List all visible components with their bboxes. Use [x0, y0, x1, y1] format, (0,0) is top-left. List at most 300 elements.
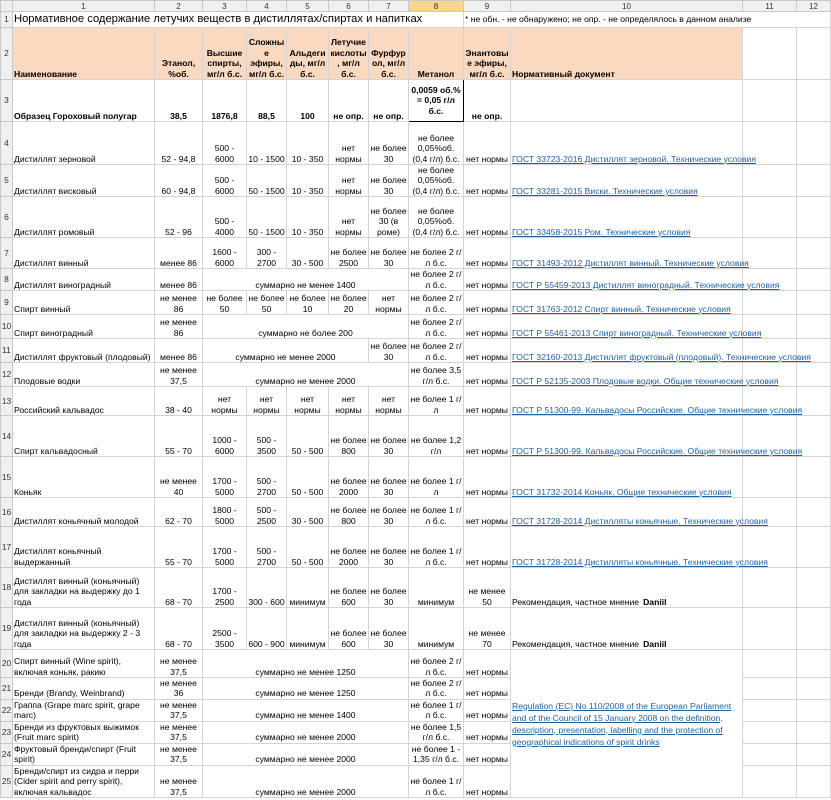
- column-header-selected[interactable]: 8: [409, 1, 464, 12]
- cell[interactable]: [797, 527, 831, 568]
- cell-furfural[interactable]: не более 30 (в роме): [369, 197, 409, 238]
- cell-name[interactable]: Дистиллят фруктовый (плодовый): [13, 339, 155, 363]
- cell-enanthic-esters[interactable]: нет нормы: [464, 122, 511, 165]
- cell-name[interactable]: Дистиллят зерновой: [13, 122, 155, 165]
- cell-higher-alcohols[interactable]: 2500 - 3500: [203, 608, 247, 650]
- cell[interactable]: [797, 608, 831, 650]
- cell-ethanol[interactable]: не менее 37,5: [155, 699, 203, 721]
- cell[interactable]: [797, 238, 831, 269]
- cell-enanthic-esters[interactable]: нет нормы: [464, 678, 511, 700]
- cell-enanthic-esters[interactable]: нет нормы: [464, 721, 511, 743]
- normative-doc-link[interactable]: ГОСТ Р 55461-2013 Спирт виноградный. Технические условия: [512, 327, 762, 338]
- cell-methanol[interactable]: не более 2 г/л б.с.: [409, 238, 464, 269]
- cell-enanthic-esters[interactable]: нет нормы: [464, 291, 511, 315]
- cell-higher-alcohols[interactable]: 1700 - 2500: [203, 568, 247, 608]
- cell-normative-doc[interactable]: [511, 498, 768, 527]
- cell-name[interactable]: Коньяк: [13, 457, 155, 498]
- cell-methanol[interactable]: не более 1 г/л б.с.: [409, 765, 464, 797]
- row-header[interactable]: 16: [1, 498, 13, 527]
- row-header[interactable]: 8: [1, 269, 13, 291]
- row-header[interactable]: 13: [1, 387, 13, 416]
- cell-name[interactable]: Дистиллят винный: [13, 238, 155, 269]
- cell-esters[interactable]: 500 - 2700: [247, 457, 287, 498]
- cell-normative-doc[interactable]: [511, 457, 743, 498]
- cell-ethanol[interactable]: менее 86: [155, 238, 203, 269]
- cell-name[interactable]: Российский кальвадос: [13, 387, 155, 416]
- normative-doc-link[interactable]: ГОСТ Р 55459-2013 Дистиллят виноградный. Технические условия: [512, 279, 780, 290]
- cell-ethanol[interactable]: не менее 86: [155, 315, 203, 339]
- cell-methanol[interactable]: не более 0,05%об. (0,4 г/л) б.с.: [409, 197, 464, 238]
- cell-enanthic-esters[interactable]: нет нормы: [464, 339, 511, 363]
- row-header[interactable]: 21: [1, 678, 13, 700]
- cell-methanol[interactable]: не более 1 г/л б.с.: [409, 498, 464, 527]
- cell-summary[interactable]: суммарно не менее 1400: [203, 269, 409, 291]
- cell-furfural[interactable]: не более 30: [369, 608, 409, 650]
- cell[interactable]: [797, 743, 831, 765]
- cell-name[interactable]: Дистиллят висковый: [13, 165, 155, 197]
- cell-normative-doc[interactable]: [511, 339, 811, 363]
- cell[interactable]: [743, 568, 797, 608]
- header-volatile-acids[interactable]: Летучие кислоты, мг/л б.с.: [329, 28, 369, 80]
- cell-higher-alcohols[interactable]: 1700 - 5000: [203, 527, 247, 568]
- cell-enanthic-esters[interactable]: нет нормы: [464, 498, 511, 527]
- cell-name[interactable]: Спирт винный: [13, 291, 155, 315]
- cell-enanthic-esters[interactable]: нет нормы: [464, 197, 511, 238]
- normative-doc-link[interactable]: ГОСТ 31728-2014 Дистилляты коньячные. Технические условия: [512, 556, 768, 567]
- cell-furfural[interactable]: не более 30: [369, 122, 409, 165]
- cell-ethanol[interactable]: не менее 37,5: [155, 765, 203, 797]
- cell-furfural[interactable]: не более 30: [369, 498, 409, 527]
- cell-name[interactable]: Дистиллят виноградный: [13, 269, 155, 291]
- column-header[interactable]: 6: [329, 1, 369, 12]
- legend-note[interactable]: * не обн. - не обнаружено; не опр. - не определялось в данном анализе: [464, 12, 831, 28]
- cell[interactable]: [797, 678, 831, 700]
- row-header[interactable]: 5: [1, 165, 13, 197]
- cell-higher-alcohols[interactable]: 500 - 6000: [203, 165, 247, 197]
- cell-higher-alcohols[interactable]: 1800 - 5000: [203, 498, 247, 527]
- cell-name[interactable]: Бренди из фруктовых выжимок (Fruit marc spirit): [13, 721, 155, 743]
- table-row: [1, 363, 831, 387]
- normative-doc-link[interactable]: ГОСТ 33281-2015 Виски. Технические условия: [512, 185, 698, 196]
- cell-ethanol[interactable]: 38 - 40: [155, 387, 203, 416]
- cell-furfural[interactable]: не более 30: [369, 165, 409, 197]
- cell-volatile-acids[interactable]: нет нормы: [329, 197, 369, 238]
- cell[interactable]: [797, 699, 831, 721]
- cell-aldehydes[interactable]: минимум: [287, 568, 329, 608]
- cell-enanthic-esters[interactable]: нет нормы: [464, 527, 511, 568]
- cell-summary[interactable]: суммарно не менее 1250: [203, 678, 409, 700]
- cell-volatile-acids[interactable]: не более 2000: [329, 457, 369, 498]
- row-header[interactable]: 23: [1, 721, 13, 743]
- cell[interactable]: [743, 650, 797, 678]
- cell-enanthic-esters[interactable]: не менее 70: [464, 608, 511, 650]
- header-normative-doc[interactable]: Нормативный документ: [511, 28, 743, 80]
- cell-methanol[interactable]: не более 2 г/л б.с.: [409, 291, 464, 315]
- sample-methanol[interactable]: 0,0059 об.% = 0,05 г/л б.с.: [409, 80, 464, 122]
- row-header[interactable]: 17: [1, 527, 13, 568]
- cell-normative-doc[interactable]: [511, 527, 768, 568]
- table-row: [1, 165, 831, 197]
- cell-volatile-acids[interactable]: нет нормы: [329, 122, 369, 165]
- cell-name[interactable]: Плодовые водки: [13, 363, 155, 387]
- cell-methanol[interactable]: не более 1 г/л: [409, 457, 464, 498]
- cell-ethanol[interactable]: не менее 40: [155, 457, 203, 498]
- cell[interactable]: [797, 721, 831, 743]
- cell-enanthic-esters[interactable]: нет нормы: [464, 387, 511, 416]
- cell[interactable]: [743, 721, 797, 743]
- cell-normative-doc[interactable]: [511, 197, 743, 238]
- cell-summary[interactable]: суммарно не менее 2000: [203, 765, 409, 797]
- cell[interactable]: [797, 765, 831, 797]
- cell[interactable]: [743, 678, 797, 700]
- header-esters[interactable]: Сложные эфиры, мг/л б.с.: [247, 28, 287, 80]
- cell-enanthic-esters[interactable]: нет нормы: [464, 165, 511, 197]
- cell-aldehydes[interactable]: 10 - 350: [287, 165, 329, 197]
- table-row: [1, 387, 831, 416]
- normative-doc-link[interactable]: ГОСТ Р 51300-99. Кальвадосы Российские. Общие технические условия: [512, 445, 803, 456]
- cell[interactable]: [797, 457, 831, 498]
- row-header[interactable]: 12: [1, 363, 13, 387]
- cell-name[interactable]: Дистиллят винный (коньячный) для закладки на выдержку до 1 года: [13, 568, 155, 608]
- cell-summary[interactable]: суммарно не менее 1250: [203, 650, 409, 678]
- cell-higher-alcohols[interactable]: 1600 - 6000: [203, 238, 247, 269]
- cell-aldehydes[interactable]: 50 - 500: [287, 527, 329, 568]
- cell-furfural[interactable]: нет нормы: [369, 291, 409, 315]
- header-higher-alcohols[interactable]: Высшие спирты, мг/л б.с.: [203, 28, 247, 80]
- cell-furfural[interactable]: не более 30: [369, 568, 409, 608]
- sample-name[interactable]: Образец Гороховый полугар: [13, 80, 155, 122]
- cell-esters[interactable]: 50 - 1500: [247, 165, 287, 197]
- cell-ethanol[interactable]: менее 86: [155, 269, 203, 291]
- cell-normative-doc[interactable]: [511, 363, 779, 387]
- cell-note[interactable]: [511, 608, 743, 650]
- cell-enanthic-esters[interactable]: нет нормы: [464, 457, 511, 498]
- cell-esters[interactable]: 300 - 2700: [247, 238, 287, 269]
- cell-summary[interactable]: суммарно не менее 2000: [203, 743, 409, 765]
- row-header[interactable]: 9: [1, 291, 13, 315]
- row-header[interactable]: 6: [1, 197, 13, 238]
- note-text: Рекомендация, частное мнение: [512, 638, 640, 649]
- cell-summary[interactable]: суммарно не менее 2000: [203, 339, 369, 363]
- cell-methanol[interactable]: не более 2 г/л б.с.: [409, 650, 464, 678]
- row-header[interactable]: 3: [1, 80, 13, 122]
- header-furfural[interactable]: Фурфурол, мг/л б.с.: [369, 28, 409, 80]
- cell[interactable]: [743, 743, 797, 765]
- cell-summary[interactable]: суммарно не более 200: [203, 315, 409, 339]
- cell-higher-alcohols[interactable]: 500 - 6000: [203, 122, 247, 165]
- cell[interactable]: [797, 291, 831, 315]
- column-header[interactable]: 9: [464, 1, 511, 12]
- cell-ethanol[interactable]: 62 - 70: [155, 498, 203, 527]
- cell-enanthic-esters[interactable]: нет нормы: [464, 269, 511, 291]
- cell-name[interactable]: Дистиллят винный (коньячный) для закладки на выдержку 2 - 3 года: [13, 608, 155, 650]
- cell-aldehydes[interactable]: нет нормы: [287, 387, 329, 416]
- cell[interactable]: [743, 238, 797, 269]
- cell-volatile-acids[interactable]: не более 600: [329, 608, 369, 650]
- cell-furfural[interactable]: не более 30: [369, 527, 409, 568]
- cell-normative-doc[interactable]: [511, 269, 780, 291]
- row-header[interactable]: 4: [1, 122, 13, 165]
- cell[interactable]: [797, 122, 831, 165]
- normative-doc-link[interactable]: ГОСТ 33458-2015 Ром. Технические условия: [512, 226, 691, 237]
- sample-row: [1, 80, 831, 122]
- cell[interactable]: [797, 650, 831, 678]
- cell-name[interactable]: Фруктовый бренди/спирт (Fruit spirit): [13, 743, 155, 765]
- normative-doc-link[interactable]: ГОСТ Р 52135-2003 Плодовые водки. Общие технические условия: [512, 375, 779, 386]
- cell-normative-doc[interactable]: [511, 122, 756, 165]
- cell-normative-doc[interactable]: [511, 238, 749, 269]
- row-header[interactable]: 10: [1, 315, 13, 339]
- cell[interactable]: [743, 197, 797, 238]
- sample-ethanol[interactable]: 38,5: [155, 80, 203, 122]
- sample-furfural[interactable]: не опр.: [369, 80, 409, 122]
- header-ethanol[interactable]: Этанол, %об.: [155, 28, 203, 80]
- cell-aldehydes[interactable]: не более 10: [287, 291, 329, 315]
- cell-enanthic-esters[interactable]: нет нормы: [464, 743, 511, 765]
- header-name[interactable]: Наименование: [13, 28, 155, 80]
- column-header[interactable]: 12: [797, 1, 831, 12]
- cell-methanol[interactable]: минимум: [409, 608, 464, 650]
- row-header[interactable]: 11: [1, 339, 13, 363]
- cell-enanthic-esters[interactable]: нет нормы: [464, 765, 511, 797]
- cell-aldehydes[interactable]: 10 - 350: [287, 197, 329, 238]
- cell-enanthic-esters[interactable]: нет нормы: [464, 699, 511, 721]
- column-header[interactable]: 1: [13, 1, 155, 12]
- cell-normative-doc[interactable]: [511, 291, 743, 315]
- cell-summary[interactable]: суммарно не менее 2000: [203, 363, 409, 387]
- table-row: [1, 498, 831, 527]
- normative-doc-link[interactable]: ГОСТ Р 51300-99. Кальвадосы Российские. Общие технические условия: [512, 404, 803, 415]
- sample-acids[interactable]: не опр.: [329, 80, 369, 122]
- table-row: [1, 269, 831, 291]
- cell-name[interactable]: Спирт кальвадосный: [13, 416, 155, 457]
- cell-normative-doc[interactable]: [511, 387, 803, 416]
- cell-esters[interactable]: 600 - 900: [247, 608, 287, 650]
- cell[interactable]: [797, 363, 831, 387]
- cell-summary[interactable]: суммарно не менее 1400: [203, 699, 409, 721]
- column-header[interactable]: 2: [155, 1, 203, 12]
- column-header[interactable]: 5: [287, 1, 329, 12]
- row-header[interactable]: 24: [1, 743, 13, 765]
- cell-methanol[interactable]: не более 0,05%об. (0,4 г/л) б.с.: [409, 122, 464, 165]
- row-header[interactable]: 19: [1, 608, 13, 650]
- sheet-title[interactable]: Нормативное содержание летучих веществ в дистиллятах/спиртах и напитках: [13, 12, 464, 28]
- cell-higher-alcohols[interactable]: 1700 - 5000: [203, 457, 247, 498]
- cell-methanol[interactable]: не более 2 г/л б.с.: [410, 678, 462, 699]
- cell-esters[interactable]: 50 - 1500: [247, 197, 287, 238]
- cell-volatile-acids[interactable]: не более 2000: [329, 527, 369, 568]
- cell-name[interactable]: Дистиллят коньячный молодой: [13, 498, 155, 527]
- cell-methanol[interactable]: не более 3,5 г/л б.с.: [409, 363, 464, 387]
- cell-volatile-acids[interactable]: нет нормы: [329, 165, 369, 197]
- cell-volatile-acids[interactable]: нет нормы: [329, 387, 369, 416]
- cell-summary[interactable]: суммарно не менее 2000: [203, 721, 409, 743]
- cell-higher-alcohols[interactable]: 500 - 4000: [203, 197, 247, 238]
- row-header[interactable]: 18: [1, 568, 13, 608]
- normative-doc-link[interactable]: ГОСТ 31732-2014 Коньяк. Общие технические условия: [512, 486, 732, 497]
- cell[interactable]: [743, 80, 797, 122]
- cell-ethanol[interactable]: не менее 37,5: [155, 363, 203, 387]
- row-header[interactable]: 25: [1, 765, 13, 797]
- sample-higher[interactable]: 1876,8: [203, 80, 247, 122]
- cell-name[interactable]: Спирт винный (Wine spirit), включая коньяк, ракию: [13, 650, 155, 678]
- header-enanthic-esters[interactable]: Энантовые эфиры, мг/л б.с.: [464, 28, 511, 80]
- cell-esters[interactable]: 500 - 2700: [247, 527, 287, 568]
- cell-aldehydes[interactable]: 30 - 500: [287, 238, 329, 269]
- column-header[interactable]: 7: [369, 1, 409, 12]
- cell-methanol[interactable]: минимум: [409, 568, 464, 608]
- cell[interactable]: [743, 28, 797, 80]
- column-header[interactable]: 3: [203, 1, 247, 12]
- cell-methanol[interactable]: не более 2 г/л б.с.: [409, 315, 464, 339]
- cell-esters[interactable]: 500 - 3500: [247, 416, 287, 457]
- normative-doc-link[interactable]: ГОСТ 31728-2014 Дистилляты коньячные. Технические условия: [512, 515, 768, 526]
- cell-ethanol[interactable]: 52 - 96: [155, 197, 203, 238]
- cell-higher-alcohols[interactable]: 1000 - 6000: [203, 416, 247, 457]
- eu-regulation-link[interactable]: Regulation (EC) No 110/2008 of the European Parliament and of the Council of 15 January 2008 on the definition, description, presentation, labelling and the protection of geographical indications of spirit drinks: [512, 700, 732, 747]
- cell-methanol[interactable]: не более 2 г/л б.с.: [409, 339, 464, 363]
- cell-methanol[interactable]: не более 1 г/л б.с.: [409, 527, 464, 568]
- cell[interactable]: [797, 568, 831, 608]
- cell-aldehydes[interactable]: 50 - 500: [287, 457, 329, 498]
- cell[interactable]: [797, 28, 831, 80]
- cell-volatile-acids[interactable]: не более 600: [329, 568, 369, 608]
- cell-enanthic-esters[interactable]: нет нормы: [464, 315, 511, 339]
- note-author: Daniil: [643, 596, 667, 607]
- cell-name[interactable]: Граппа (Grape marc spirit, grape marc): [13, 699, 155, 721]
- cell-ethanol[interactable]: 68 - 70: [155, 608, 203, 650]
- cell-esters[interactable]: не более 50: [247, 291, 287, 315]
- cell[interactable]: [797, 269, 831, 291]
- cell-furfural[interactable]: нет нормы: [369, 387, 409, 416]
- cell-higher-alcohols[interactable]: нет нормы: [203, 387, 247, 416]
- cell-aldehydes[interactable]: 50 - 500: [287, 416, 329, 457]
- select-all-corner[interactable]: [1, 1, 13, 12]
- cell[interactable]: [797, 197, 831, 238]
- row-header[interactable]: 2: [1, 28, 13, 80]
- cell-ethanol[interactable]: 68 - 70: [155, 568, 203, 608]
- cell-ethanol[interactable]: 52 - 94,8: [155, 122, 203, 165]
- cell[interactable]: [797, 80, 831, 122]
- cell-volatile-acids[interactable]: не более 20: [329, 291, 369, 315]
- cell-esters[interactable]: 500 - 2500: [247, 498, 287, 527]
- column-header[interactable]: 4: [247, 1, 287, 12]
- cell-ethanol[interactable]: 60 - 94,8: [155, 165, 203, 197]
- table-row: [1, 568, 831, 608]
- sample-aldehydes[interactable]: 100: [287, 80, 329, 122]
- normative-doc-link[interactable]: ГОСТ 31763-2012 Спирт винный. Технические условия: [512, 303, 731, 314]
- cell-aldehydes[interactable]: минимум: [287, 608, 329, 650]
- row-header[interactable]: 7: [1, 238, 13, 269]
- cell-methanol[interactable]: не более 1 г/л: [409, 387, 464, 416]
- cell-volatile-acids[interactable]: не более 2500: [329, 238, 369, 269]
- cell[interactable]: [743, 765, 797, 797]
- cell-name[interactable]: Дистиллят коньячный выдержанный: [13, 527, 155, 568]
- cell[interactable]: [743, 699, 797, 721]
- cell-name[interactable]: Бренди/спирт из сидра и перри (Cider spirit and perry spirit), включая кальвадос: [13, 765, 155, 797]
- cell-higher-alcohols[interactable]: не более 50: [203, 291, 247, 315]
- sample-esters[interactable]: 88,5: [247, 80, 287, 122]
- cell-name[interactable]: Бренди (Brandy, Weinbrand): [13, 678, 155, 700]
- cell-ethanol[interactable]: не менее 37,5: [155, 650, 203, 678]
- cell-ethanol[interactable]: не менее 86: [155, 291, 203, 315]
- cell-volatile-acids[interactable]: не более 800: [329, 498, 369, 527]
- normative-doc-link[interactable]: ГОСТ 32160-2013 Дистиллят фруктовый (плодовый). Технические условия: [512, 351, 811, 362]
- cell-furfural[interactable]: не более 30: [369, 238, 409, 269]
- header-aldehydes[interactable]: Альдегиды, мг/л б.с.: [287, 28, 329, 80]
- header-row: [1, 28, 831, 80]
- cell-enanthic-esters[interactable]: нет нормы: [464, 363, 511, 387]
- cell-ethanol[interactable]: 55 - 70: [155, 416, 203, 457]
- sample-enanth[interactable]: не опр.: [464, 80, 511, 122]
- cell-methanol[interactable]: не более 1,2 г/л: [409, 416, 464, 457]
- header-methanol[interactable]: Метанол: [409, 28, 464, 80]
- cell-enanthic-esters[interactable]: нет нормы: [464, 416, 511, 457]
- cell-esters[interactable]: 300 - 600: [247, 568, 287, 608]
- row-header[interactable]: 14: [1, 416, 13, 457]
- cell-esters[interactable]: 10 - 1500: [247, 122, 287, 165]
- cell-ethanol[interactable]: не менее 37,5: [155, 721, 203, 743]
- cell-volatile-acids[interactable]: не более 800: [329, 416, 369, 457]
- row-header[interactable]: 15: [1, 457, 13, 498]
- row-header[interactable]: 1: [1, 12, 13, 28]
- cell-normative-doc[interactable]: [511, 165, 743, 197]
- cell-normative-doc[interactable]: [511, 315, 762, 339]
- cell[interactable]: [743, 165, 797, 197]
- cell[interactable]: [743, 291, 797, 315]
- cell-enanthic-esters[interactable]: нет нормы: [464, 238, 511, 269]
- row-header[interactable]: 20: [1, 650, 13, 678]
- cell-methanol[interactable]: не более 0,05%об. (0,4 г/л) б.с.: [409, 165, 464, 197]
- cell-aldehydes[interactable]: 30 - 500: [287, 498, 329, 527]
- normative-doc-link[interactable]: ГОСТ 33723-2016 Дистиллят зерновой. Технические условия: [512, 153, 756, 164]
- cell-furfural[interactable]: не более 30: [369, 339, 409, 363]
- cell-aldehydes[interactable]: 10 - 350: [287, 122, 329, 165]
- note-author: Daniil: [643, 638, 667, 649]
- cell-furfural[interactable]: не более 30: [369, 457, 409, 498]
- row-header[interactable]: 22: [1, 699, 13, 721]
- cell-enanthic-esters[interactable]: не менее 50: [464, 568, 511, 608]
- cell[interactable]: [797, 315, 831, 339]
- table-row: [1, 315, 831, 339]
- cell-note[interactable]: [511, 568, 743, 608]
- cell-methanol[interactable]: не более 2 г/л б.с.: [410, 269, 462, 290]
- cell-furfural[interactable]: не более 30: [369, 416, 409, 457]
- cell-esters[interactable]: нет нормы: [247, 387, 287, 416]
- cell-normative-doc[interactable]: [511, 416, 803, 457]
- cell-name[interactable]: Дистиллят ромовый: [13, 197, 155, 238]
- cell-enanthic-esters[interactable]: нет нормы: [464, 650, 511, 678]
- cell-methanol[interactable]: не более 1 - 1,35 г/л б.с.: [409, 743, 464, 765]
- cell-ethanol[interactable]: 55 - 70: [155, 527, 203, 568]
- sample-doc[interactable]: [511, 80, 743, 122]
- cell-ethanol[interactable]: не менее 37,5: [155, 743, 203, 765]
- cell-ethanol[interactable]: менее 86: [155, 339, 203, 363]
- cell[interactable]: [797, 165, 831, 197]
- cell-eu-regulation[interactable]: [511, 650, 743, 798]
- column-header[interactable]: 11: [743, 1, 797, 12]
- cell-ethanol[interactable]: не менее 36: [155, 678, 203, 700]
- cell[interactable]: [797, 498, 831, 527]
- cell-methanol[interactable]: не более 1 г/л б.с.: [410, 700, 462, 721]
- column-header[interactable]: 10: [511, 1, 743, 12]
- cell-name[interactable]: Спирт виноградный: [13, 315, 155, 339]
- normative-doc-link[interactable]: ГОСТ 31493-2012 Дистиллят винный. Технические условия: [512, 257, 749, 268]
- cell-methanol[interactable]: не более 1,5 г/л б.с.: [409, 721, 464, 743]
- table-row: [1, 527, 831, 568]
- cell[interactable]: [743, 457, 797, 498]
- cell[interactable]: [743, 608, 797, 650]
